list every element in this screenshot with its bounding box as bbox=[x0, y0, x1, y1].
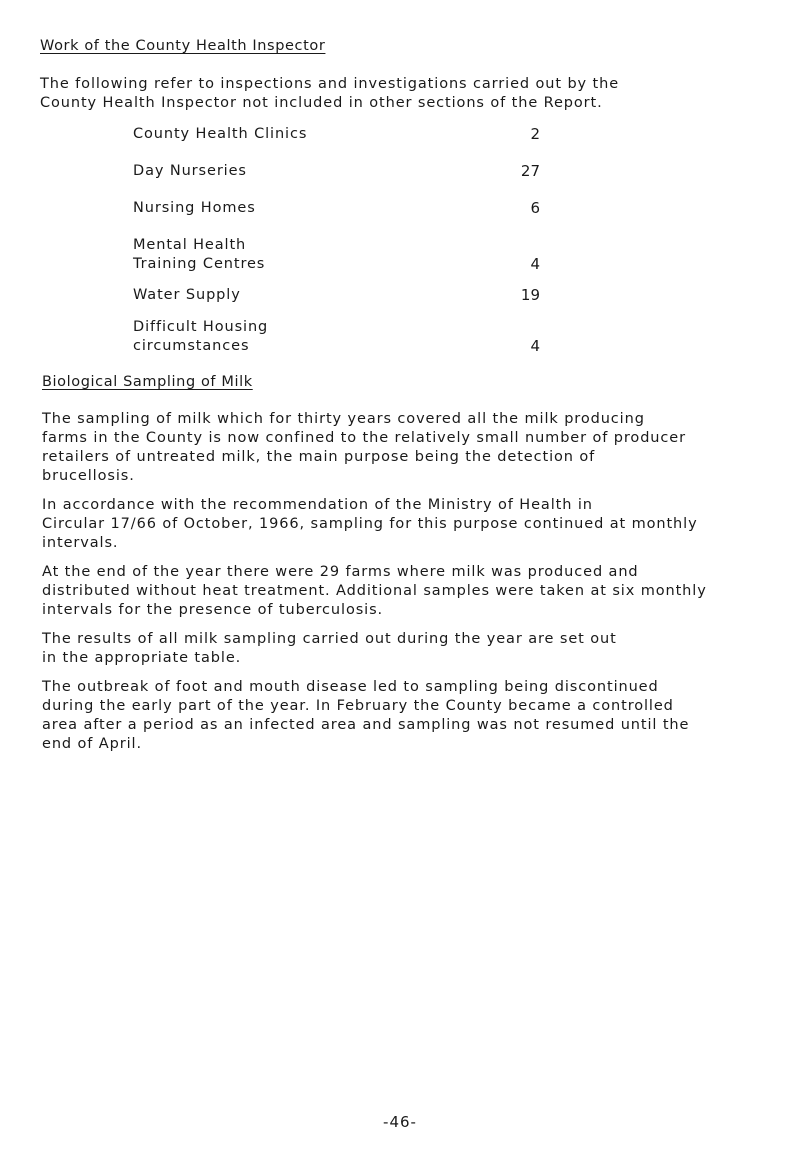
intro-paragraph: The following refer to inspections and investigations carried out by the County Health Inspector not included in other sections of the Report. bbox=[40, 76, 620, 111]
inspection-label: Mental Health Training Centres bbox=[133, 237, 266, 272]
inspection-count: 19 bbox=[520, 286, 540, 304]
body-paragraph: The outbreak of foot and mouth disease led to sampling being discontinued during the early part of the year. In February the County became a controlled area after a period as an infected area and sampling was not resumed until the end of April. bbox=[42, 679, 690, 752]
inspection-count: 4 bbox=[530, 337, 540, 355]
inspection-count: 27 bbox=[520, 162, 540, 180]
inspection-label: County Health Clinics bbox=[133, 126, 308, 142]
section-heading-health-inspector: Work of the County Health Inspector bbox=[40, 38, 326, 54]
body-paragraph: In accordance with the recommendation of the Ministry of Health in Circular 17/66 of October, 1966, sampling for this purpose continued at monthly intervals. bbox=[42, 497, 698, 551]
inspection-count: 4 bbox=[530, 255, 540, 273]
body-paragraph: At the end of the year there were 29 farms where milk was produced and distributed without heat treatment. Additional samples were taken at six monthly intervals for the presence of tuberculosis. bbox=[42, 564, 707, 618]
body-paragraph: The sampling of milk which for thirty years covered all the milk producing farms in the County is now confined to the relatively small number of producer retailers of untreated milk, the main purpose being the detection of brucellosis. bbox=[42, 411, 686, 484]
inspection-label: Day Nurseries bbox=[133, 163, 247, 179]
page-number: -46- bbox=[383, 1113, 417, 1131]
body-paragraph: The results of all milk sampling carried out during the year are set out in the appropriate table. bbox=[42, 631, 617, 666]
inspection-label: Water Supply bbox=[133, 287, 241, 303]
inspection-count: 6 bbox=[530, 199, 540, 217]
section-heading-milk-sampling: Biological Sampling of Milk bbox=[42, 374, 253, 390]
inspection-count: 2 bbox=[530, 125, 540, 143]
inspection-label: Nursing Homes bbox=[133, 200, 256, 216]
inspection-label: Difficult Housing circumstances bbox=[133, 319, 269, 354]
